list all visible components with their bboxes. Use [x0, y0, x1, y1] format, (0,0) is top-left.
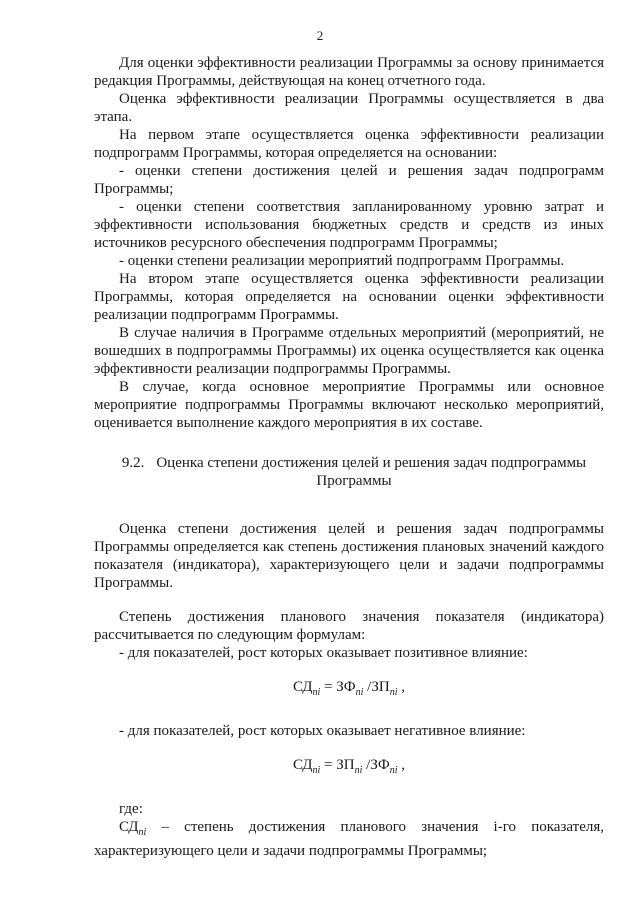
page-number: 2 — [316, 28, 324, 43]
formula-denominator-subscript: пі — [389, 687, 398, 698]
list-item: - для показателей, рост которых оказывает позитивное влияние: — [119, 645, 528, 661]
formula-denominator-subscript: пі — [389, 765, 398, 776]
list-item: - для показателей, рост которых оказывает негативное влияние: — [119, 723, 526, 739]
formula-equals: = — [320, 679, 337, 695]
formula-lhs-subscript: пі — [312, 765, 321, 776]
formula-numerator: ЗФ — [336, 679, 356, 695]
definition-text: – степень достижения планового значения i-го показателя, характеризующего цели и задачи подпрограммы Программы; — [94, 819, 604, 859]
section-number: 9.2. — [121, 455, 145, 471]
definition-term: СД — [119, 819, 139, 835]
formula-lhs-subscript: пі — [312, 687, 321, 698]
definition — [94, 818, 604, 860]
paragraph: На втором этапе осуществляется оценка эффективности реализации Программы, которая определяется на основании оценки эффективности реализации подпрограмм Программы. — [94, 271, 604, 323]
formula-lhs: СД — [293, 679, 313, 695]
formula-divide: / — [363, 679, 372, 695]
page-content — [94, 54, 604, 860]
paragraph: Оценка эффективности реализации Программы осуществляется в два этапа. — [94, 91, 604, 125]
spacer — [94, 592, 604, 608]
formula-denominator: ЗП — [371, 679, 390, 695]
list-item: - оценки степени реализации мероприятий подпрограмм Программы. — [119, 253, 565, 269]
list-item: - оценки степени соответствия запланированному уровню затрат и эффективности использования бюджетных средств и средств из иных источников ресурсного обеспечения подпрограмм Программы; — [94, 199, 604, 251]
section-title: Оценка степени достижения целей и решения задач подпрограммы Программы — [156, 455, 587, 489]
formula-lhs: СД — [293, 757, 313, 773]
where-label: где: — [119, 801, 143, 817]
formula-positive — [94, 678, 604, 702]
paragraph: На первом этапе осуществляется оценка эффективности реализации подпрограмм Программы, которая определяется на основании: — [94, 127, 604, 161]
formula-comma: , — [397, 679, 405, 695]
section-heading — [94, 454, 604, 490]
paragraph: Степень достижения планового значения показателя (индикатора) рассчитывается по следующим формулам: — [94, 609, 604, 643]
formula-comma: , — [397, 757, 405, 773]
definition-term-subscript: пі — [138, 827, 147, 838]
paragraph: Для оценки эффективности реализации Программы за основу принимается редакция Программы, действующая на конец отчетного года. — [94, 55, 604, 89]
list-item: - оценки степени достижения целей и решения задач подпрограмм Программы; — [94, 163, 604, 197]
formula-equals: = — [320, 757, 337, 773]
paragraph: В случае наличия в Программе отдельных мероприятий (мероприятий, не вошедших в подпрограммы Программы) их оценка осуществляется как оценка эффективности реализации подпрограммы Программы. — [94, 325, 604, 377]
formula-negative — [94, 756, 604, 780]
formula-numerator-subscript: пі — [355, 687, 364, 698]
formula-numerator-subscript: пі — [354, 765, 363, 776]
paragraph: Оценка степени достижения целей и решения задач подпрограммы Программы определяется как степень достижения плановых значений каждого показателя (индикатора), характеризующего цели и задачи подпрограммы Программы. — [94, 521, 604, 591]
formula-denominator: ЗФ — [370, 757, 390, 773]
formula-numerator: ЗП — [336, 757, 355, 773]
paragraph: В случае, когда основное мероприятие Программы или основное мероприятие подпрограммы Программы включают несколько мероприятий, оценивается выполнение каждого мероприятия в их составе. — [94, 379, 604, 431]
formula-divide: / — [362, 757, 371, 773]
